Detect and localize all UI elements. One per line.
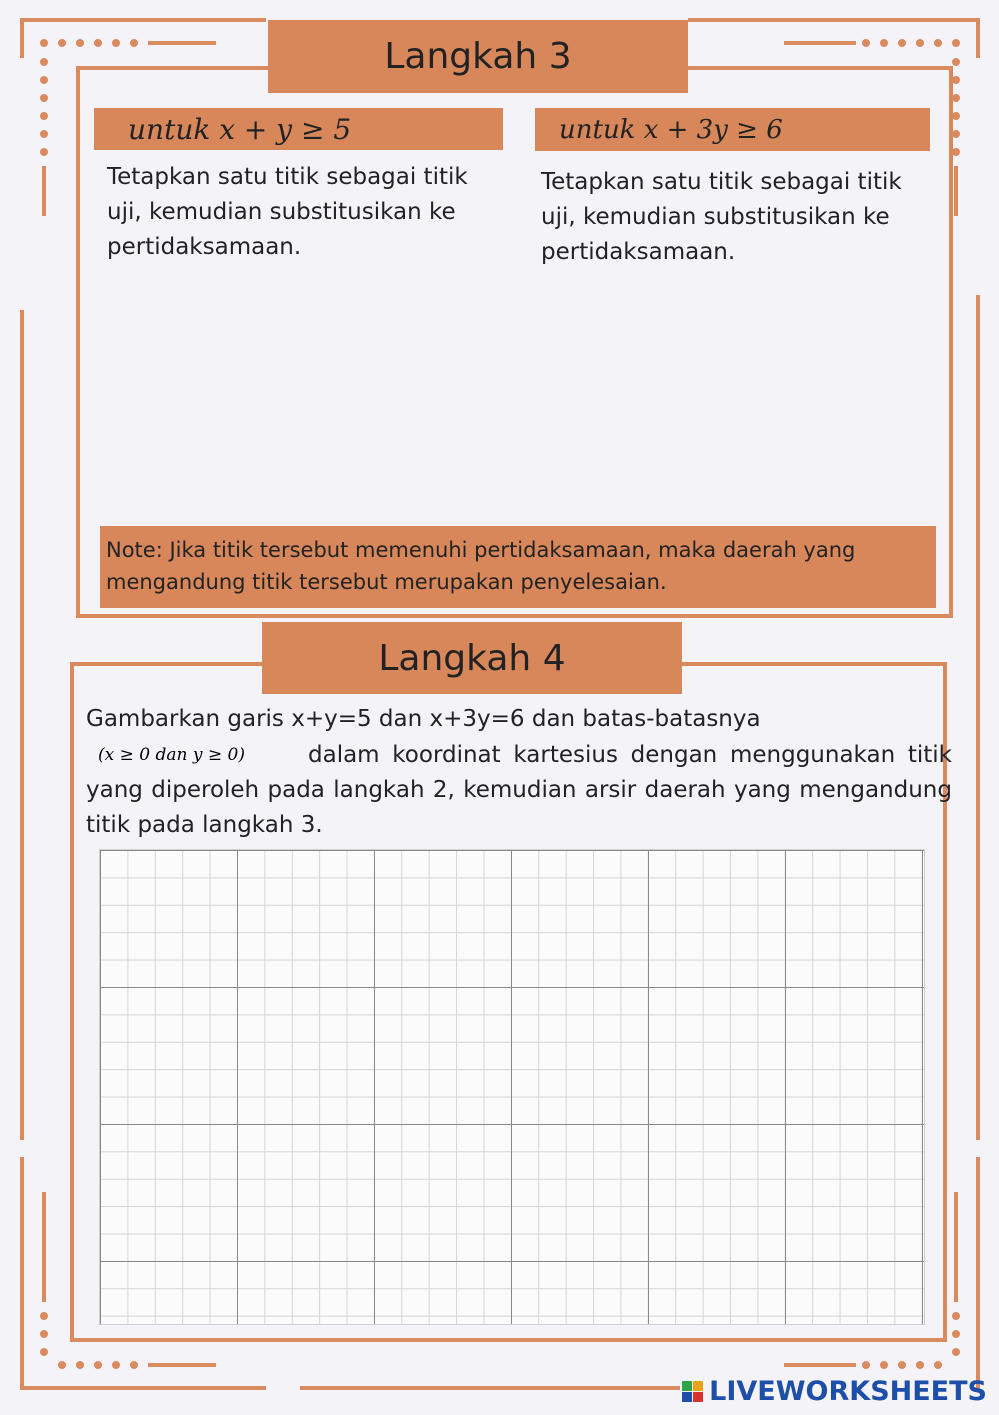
step3-right-instruction: Tetapkan satu titik sebagai titik uji, kemudian substitusikan ke pertidaksamaan. bbox=[541, 169, 902, 265]
decor-dot bbox=[58, 1361, 66, 1369]
border-line bbox=[784, 41, 856, 45]
decor-dot bbox=[76, 39, 84, 47]
decor-dot bbox=[952, 1348, 960, 1356]
decor-dot bbox=[952, 1330, 960, 1338]
decor-dot bbox=[952, 76, 960, 84]
decor-dot bbox=[112, 39, 120, 47]
decor-dot bbox=[40, 1330, 48, 1338]
step3-left-instruction: Tetapkan satu titik sebagai titik uji, kemudian substitusikan ke pertidaksamaan. bbox=[107, 164, 468, 260]
border-line bbox=[148, 41, 216, 45]
border-line bbox=[976, 18, 980, 58]
decor-dot bbox=[898, 39, 906, 47]
decor-dot bbox=[934, 39, 942, 47]
decor-dot bbox=[862, 1361, 870, 1369]
step4-line1: Gambarkan garis x+y=5 dan x+3y=6 dan batas-batasnya bbox=[86, 706, 761, 732]
decor-dot bbox=[880, 1361, 888, 1369]
border-line bbox=[20, 18, 24, 58]
decor-dot bbox=[40, 39, 48, 47]
step4-constraint: (x ≥ 0 dan y ≥ 0) bbox=[98, 745, 245, 765]
decor-dot bbox=[898, 1361, 906, 1369]
liveworksheets-logo-icon bbox=[682, 1381, 703, 1402]
decor-dot bbox=[952, 58, 960, 66]
border-line bbox=[20, 1157, 24, 1390]
decor-dot bbox=[952, 148, 960, 156]
decor-dot bbox=[40, 1348, 48, 1356]
step3-note: Note: Jika titik tersebut memenuhi pertidaksamaan, maka daerah yang mengandung titik tersebut merupakan penyelesaian. bbox=[100, 526, 936, 608]
decor-dot bbox=[952, 94, 960, 102]
border-line bbox=[148, 1363, 216, 1367]
graph-paper[interactable] bbox=[99, 849, 925, 1325]
step3-title: Langkah 3 bbox=[268, 20, 688, 93]
decor-dot bbox=[40, 1312, 48, 1320]
decor-dot bbox=[40, 94, 48, 102]
decor-dot bbox=[40, 58, 48, 66]
step4-title: Langkah 4 bbox=[262, 622, 682, 694]
decor-dot bbox=[916, 1361, 924, 1369]
step3-left-heading: untuk x + y ≥ 5 bbox=[94, 108, 503, 150]
decor-dot bbox=[112, 1361, 120, 1369]
decor-dot bbox=[130, 39, 138, 47]
border-line bbox=[954, 166, 958, 216]
decor-dot bbox=[58, 39, 66, 47]
decor-dot bbox=[934, 1361, 942, 1369]
watermark-text: LIVEWORKSHEETS bbox=[709, 1376, 987, 1407]
decor-dot bbox=[130, 1361, 138, 1369]
decor-dot bbox=[40, 112, 48, 120]
border-line bbox=[20, 310, 24, 1140]
decor-dot bbox=[952, 112, 960, 120]
border-line bbox=[976, 1157, 980, 1390]
decor-dot bbox=[862, 39, 870, 47]
decor-dot bbox=[40, 76, 48, 84]
decor-dot bbox=[94, 39, 102, 47]
border-line bbox=[976, 295, 980, 1140]
border-line bbox=[784, 1363, 856, 1367]
border-line bbox=[20, 18, 266, 22]
decor-dot bbox=[952, 39, 960, 47]
decor-dot bbox=[40, 148, 48, 156]
liveworksheets-watermark bbox=[682, 1376, 987, 1407]
border-line bbox=[954, 1192, 958, 1302]
border-line bbox=[42, 166, 46, 216]
decor-dot bbox=[916, 39, 924, 47]
decor-dot bbox=[76, 1361, 84, 1369]
decor-dot bbox=[952, 1312, 960, 1320]
border-line bbox=[688, 18, 980, 22]
border-line bbox=[42, 1192, 46, 1302]
border-line bbox=[20, 1386, 266, 1390]
decor-dot bbox=[880, 39, 888, 47]
step3-right-heading: untuk x + 3y ≥ 6 bbox=[535, 108, 930, 151]
step4-instruction: dalam koordinat kartesius dengan menggunakan titik yang diperoleh pada langkah 2, kemudian arsir daerah yang mengandung titik pada langkah 3. bbox=[86, 742, 952, 838]
decor-dot bbox=[94, 1361, 102, 1369]
border-line bbox=[300, 1386, 680, 1390]
decor-dot bbox=[952, 130, 960, 138]
decor-dot bbox=[40, 130, 48, 138]
